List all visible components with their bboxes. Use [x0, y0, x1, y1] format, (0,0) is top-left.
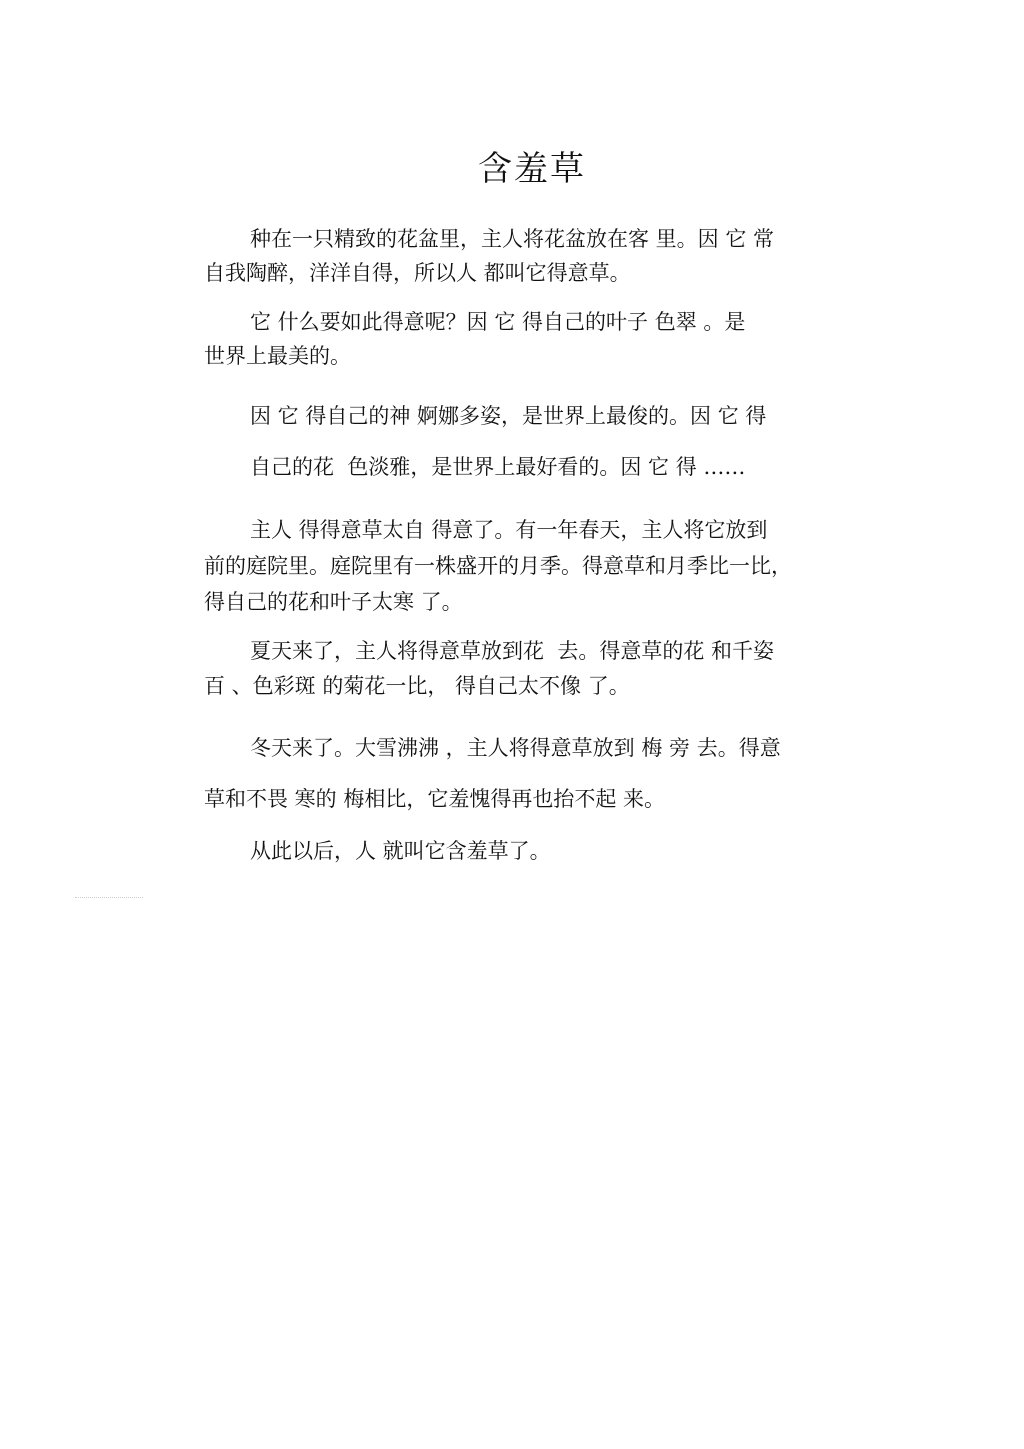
paragraph-line: 草和不畏 寒的 梅相比，它羞愧得再也抬不起 来。	[204, 787, 666, 811]
paragraph-line: 冬天来了。大雪沸沸 ，主人将得意草放到 梅 旁 去。得意	[250, 736, 781, 760]
paragraph-line: 自己的花 色淡雅，是世界上最好看的。因 它 得 ……	[250, 455, 746, 479]
paragraph-line: 从此以后，人 就叫它含羞草了。	[250, 839, 551, 863]
paragraph-line: 它 什么要如此得意呢？因 它 得自己的叶子 色翠 。是	[250, 310, 746, 334]
paragraph-line: 种在一只精致的花盆里，主人将花盆放在客 里。因 它 常	[250, 227, 775, 251]
paragraph-line: 自我陶醉，洋洋自得，所以人 都叫它得意草。	[204, 261, 631, 285]
paragraph-line: 主人 得得意草太自 得意了。有一年春天，主人将它放到	[250, 518, 768, 542]
paragraph-line: 世界上最美的。	[204, 344, 351, 368]
scan-artifact-dots	[75, 897, 143, 900]
paragraph-line: 得自己的花和叶子太寒 了。	[204, 590, 463, 614]
document-title: 含羞草	[478, 148, 586, 189]
paragraph-line: 前的庭院里。庭院里有一株盛开的月季。得意草和月季比一比，	[204, 554, 792, 578]
paragraph-line: 百 、色彩斑 的菊花一比， 得自己太不像 了。	[204, 674, 630, 698]
paragraph-line: 因 它 得自己的神 婀娜多姿，是世界上最俊的。因 它 得	[250, 404, 767, 428]
paragraph-line: 夏天来了，主人将得意草放到花 去。得意草的花 和千姿	[250, 639, 775, 663]
